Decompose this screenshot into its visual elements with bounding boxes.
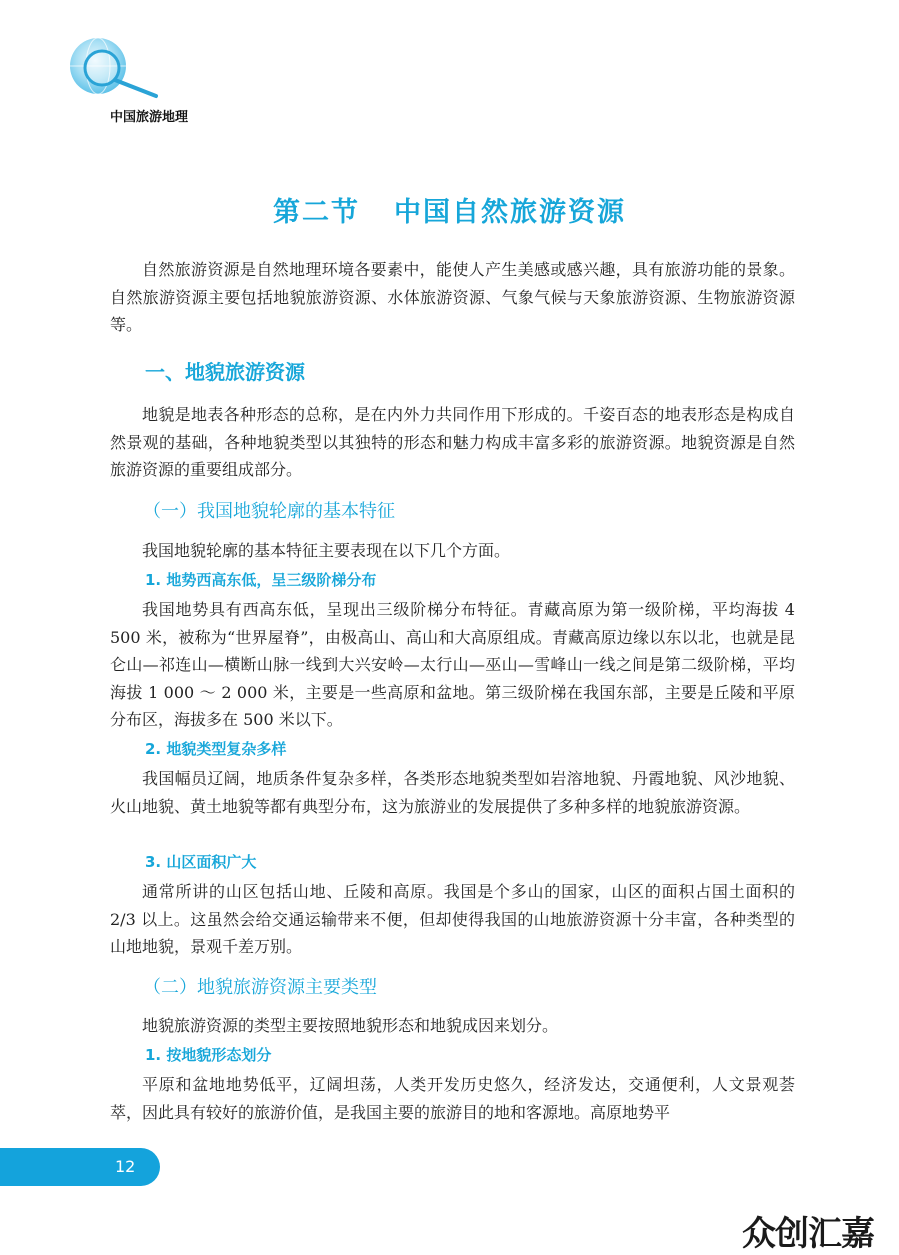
sub2-item1-text: 平原和盆地地势低平，辽阔坦荡，人类开发历史悠久，经济发达，交通便利，人文景观荟萃，因此具有较好的旅游价值，是我国主要的旅游目的地和客源地。高原地势平	[110, 1075, 795, 1122]
intro-paragraph: 自然旅游资源是自然地理环境各要素中，能使人产生美感或感兴趣，具有旅游功能的景象。自然旅游资源主要包括地貌旅游资源、水体旅游资源、气象气候与天象旅游资源、生物旅游资源等。	[110, 260, 795, 334]
sub2-item1-heading: 1. 按地貌形态划分	[145, 1046, 272, 1064]
book-title: 中国旅游地理	[110, 110, 189, 125]
page-number-tab	[0, 1148, 160, 1186]
watermark-logo: 众创汇嘉	[742, 1214, 874, 1254]
sub2-intro: 地貌旅游资源的类型主要按照地貌形态和地貌成因来划分。	[142, 1016, 559, 1035]
sub1-intro: 我国地貌轮廓的基本特征主要表现在以下几个方面。	[142, 541, 511, 560]
section-number: 第二节	[273, 197, 360, 228]
part1-paragraph: 地貌是地表各种形态的总称，是在内外力共同作用下形成的。千姿百态的地表形态是构成自然景观的基础，各种地貌类型以其独特的形态和魅力构成丰富多彩的旅游资源。地貌资源是自然旅游资源的重要组成部分。	[110, 405, 795, 479]
sub2-heading: （二）地貌旅游资源主要类型	[143, 977, 377, 998]
globe-magnifier-icon	[58, 36, 178, 102]
sub1-item2-text: 我国幅员辽阔，地质条件复杂多样，各类形态地貌类型如岩溶地貌、丹霞地貌、风沙地貌、火山地貌、黄土地貌等都有典型分布，这为旅游业的发展提供了多种多样的地貌旅游资源。	[110, 769, 795, 816]
section-name: 中国自然旅游资源	[394, 197, 626, 228]
sub1-item3-text: 通常所讲的山区包括山地、丘陵和高原。我国是个多山的国家，山区的面积占国土面积的 2/3 以上。这虽然会给交通运输带来不便，但却使得我国的山地旅游资源十分丰富，各种类型的山地地貌，景观千差万别。	[110, 882, 795, 956]
sub1-item1-heading: 1. 地势西高东低，呈三级阶梯分布	[145, 571, 377, 589]
sub1-item1-text: 我国地势具有西高东低，呈现出三级阶梯分布特征。青藏高原为第一级阶梯，平均海拔 4 500 米，被称为“世界屋脊”，由极高山、高山和大高原组成。青藏高原边缘以东以北，也就是昆仑山—祁连山—横断山脉一线到大兴安岭—太行山—巫山—雪峰山一线之间是第二级阶梯，平均海拔 1 000 ～ 2 000 米，主要是一些高原和盆地。第三级阶梯在我国东部，主要是丘陵和平原分布区，海拔多在 500 米以下。	[110, 600, 795, 729]
sub1-item3-heading: 3. 山区面积广大	[145, 853, 257, 871]
section-title	[0, 190, 899, 229]
sub1-item2-heading: 2. 地貌类型复杂多样	[145, 740, 287, 758]
part1-heading: 一、地貌旅游资源	[145, 360, 305, 384]
page-number: 12	[115, 1157, 136, 1176]
sub1-heading: （一）我国地貌轮廓的基本特征	[143, 501, 395, 522]
